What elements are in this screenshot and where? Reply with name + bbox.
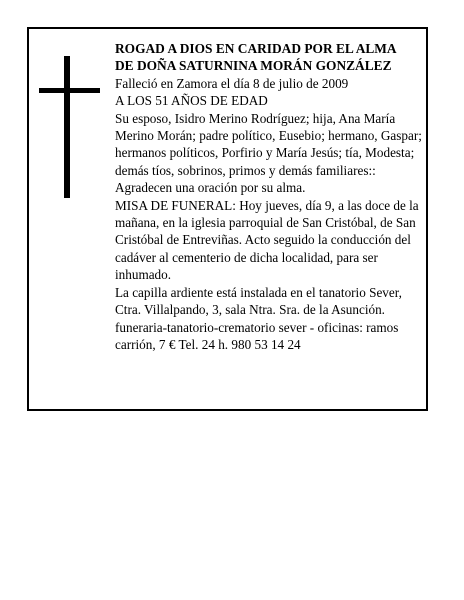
- heading-line-1: ROGAD A DIOS EN CARIDAD POR EL ALMA: [115, 41, 397, 56]
- death-line: Falleció en Zamora el día 8 de julio de 2009: [115, 75, 349, 91]
- notice-text: [115, 40, 423, 353]
- obituary-notice: [27, 27, 428, 411]
- cross-horizontal-bar: [39, 88, 100, 93]
- prayer-line: Agradecen una oración por su alma.: [115, 180, 306, 196]
- chapel-paragraph: La capilla ardiente está instalada en el tanatorio Sever, Ctra. Villalpando, 3, sala Ntra. Sra. de la Asunción.: [115, 284, 402, 318]
- heading-line-2: DE DOÑA SATURNINA MORÁN GONZÁLEZ: [115, 58, 392, 74]
- age-line: A LOS 51 AÑOS DE EDAD: [115, 93, 268, 109]
- funeral-home-paragraph: funeraria-tanatorio-crematorio sever - oficinas: ramos carrión, 7 € Tel. 24 h. 980 53 14 24: [115, 319, 399, 352]
- family-paragraph: Su esposo, Isidro Merino Rodríguez; hija, Ana María Merino Morán; padre político, Eusebio; hermano, Gaspar; hermanos políticos, Porfirio y María Jesús; tía, Modesta; demás tíos, sobrinos, primos y demás familiares::: [115, 110, 422, 178]
- cross-vertical-bar: [64, 56, 70, 198]
- funeral-paragraph: MISA DE FUNERAL: Hoy jueves, día 9, a las doce de la mañana, en la iglesia parroquial de San Cristóbal, de San Cristóbal de Entreviñas. Acto seguido la conducción del cadáver al cementerio de dicha localidad, para ser inhumado.: [115, 197, 419, 283]
- latin-cross-icon: [39, 56, 100, 198]
